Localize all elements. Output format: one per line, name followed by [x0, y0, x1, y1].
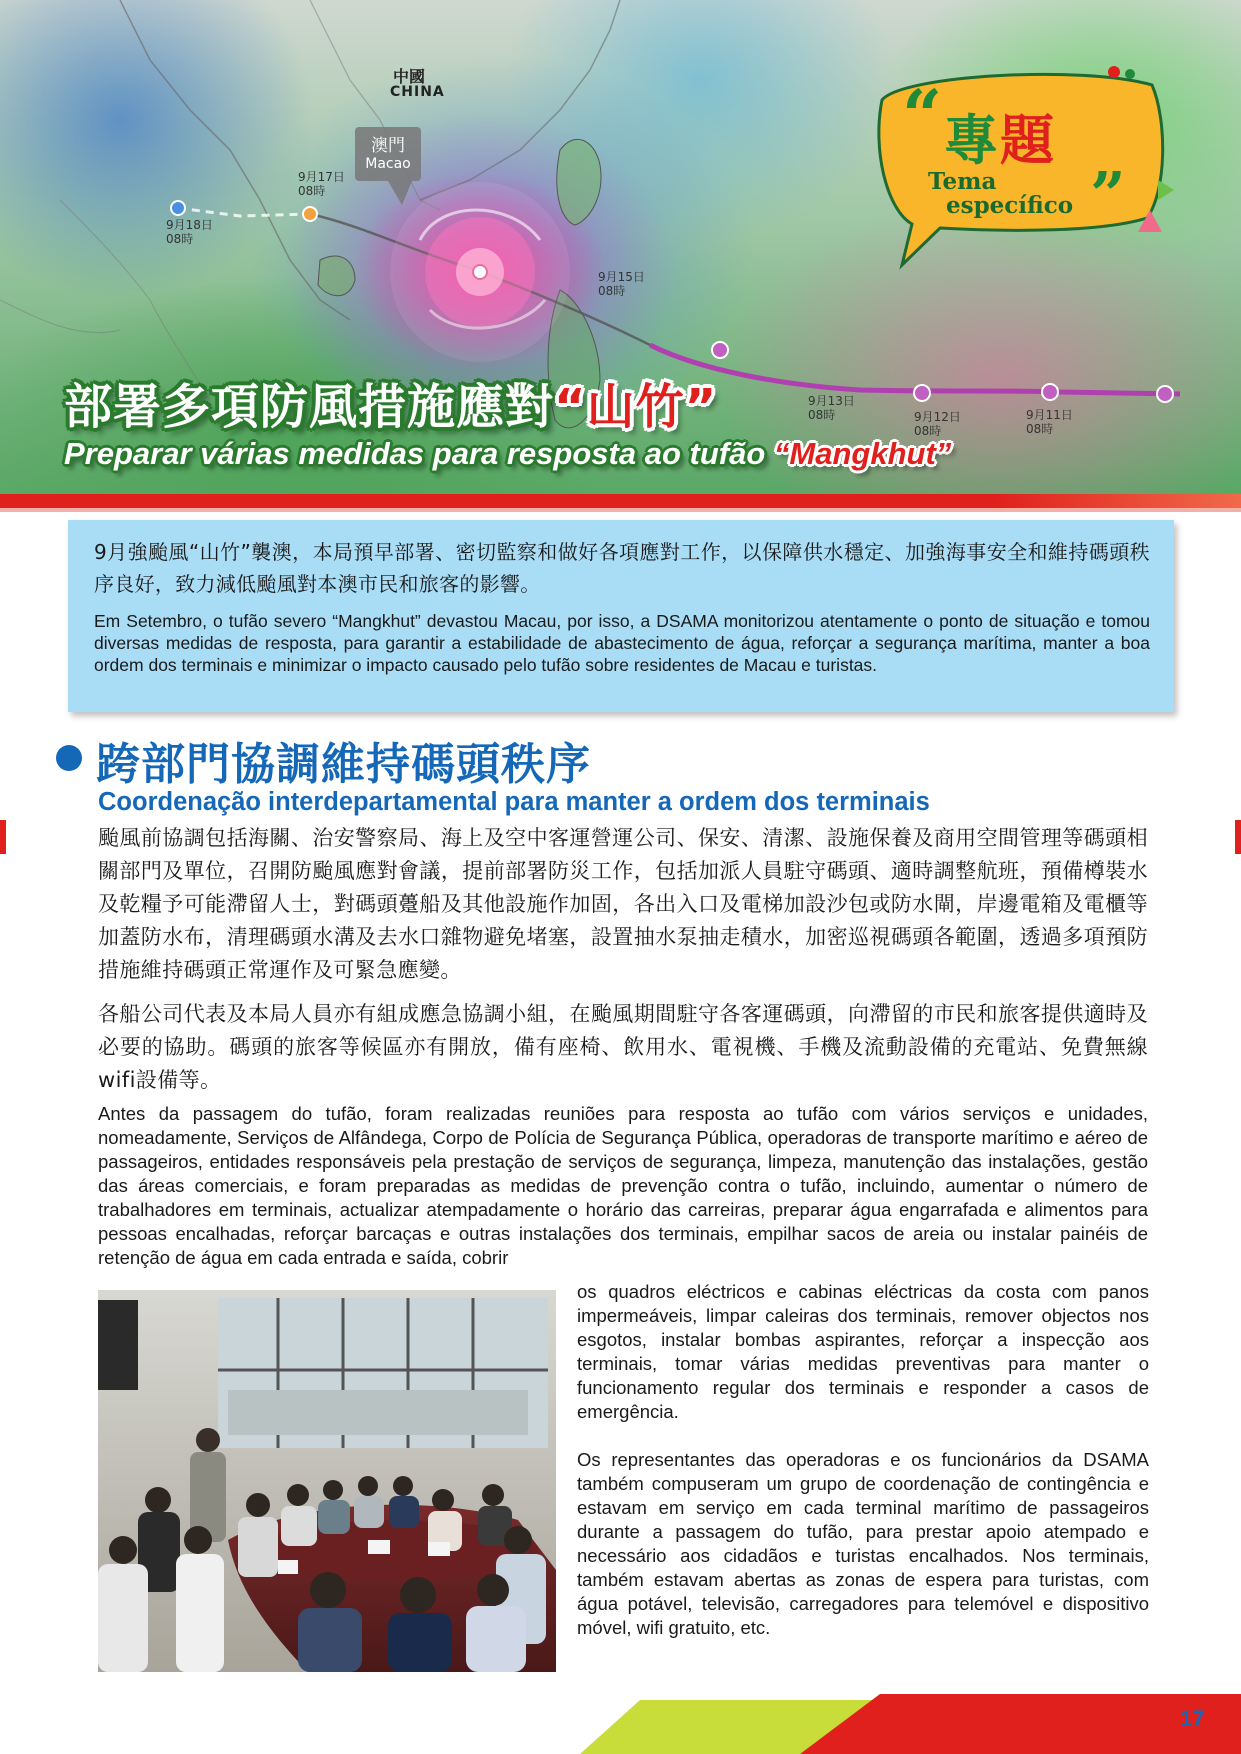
section-title-pt: Coordenação interdepartamental para manter a ordem dos terminais [98, 788, 930, 816]
map-date-sep15: 9月15日 08時 [598, 270, 645, 298]
side-mark-right [1235, 820, 1241, 854]
badge-open-quote: “ [902, 74, 943, 157]
hero-divider-bar [0, 494, 1241, 508]
hero-banner [0, 0, 1241, 496]
page-number: 17 [1180, 1706, 1205, 1731]
map-label-macao [355, 127, 421, 181]
paragraph-zh-2: 各船公司代表及本局人員亦有組成應急協調小組，在颱風期間駐守各客運碼頭，向滯留的市民和旅客提供適時及必要的協助。碼頭的旅客等候區亦有開放，備有座椅、飲用水、電視機、手機及流動設備的充電站、免費無線wifi設備等。 [98, 1002, 1148, 1092]
map-date-sep11: 9月11日 08時 [1026, 408, 1073, 436]
badge-close-quote: ” [1090, 158, 1126, 231]
page-title-zh: 部署多項防風措施應對“山竹” [64, 379, 718, 435]
map-date-sep12: 9月12日 08時 [914, 410, 961, 438]
paragraph-pt-1-continued: os quadros eléctricos e cabinas eléctricas da costa com panos impermeáveis, limpar caleiras dos terminais, remover objectos nos esgotos, instalar bombas aspirantes, reforçar a inspecção aos terminais, tomar várias medidas preventivas para manter o funcionamento regular dos terminais e responder a casos de emergência. [577, 1281, 1149, 1422]
map-label-china-en: CHINA [390, 84, 445, 100]
intro-box [68, 520, 1174, 712]
hero-divider-shadow [0, 508, 1241, 512]
map-date-sep17: 9月17日 08時 [298, 170, 345, 198]
paragraph-zh-1: 颱風前協調包括海關、治安警察局、海上及空中客運營運公司、保安、清潔、設施保養及商用空間管理等碼頭相關部門及單位，召開防颱風應對會議，提前部署防災工作，包括加派人員駐守碼頭、適時調整航班，預備樽裝水及乾糧予可能滯留人士，對碼頭躉船及其他設施作加固，各出入口及電梯加設沙包或防水閘，岸邊電箱及電櫃等加蓋防水布，清理碼頭水溝及去水口雜物避免堵塞，設置抽水泵抽走積水，加密巡視碼頭各範圍，透過多項預防措施維持碼頭正常運作及可緊急應變。 [98, 826, 1148, 982]
badge-title-pt-line1: Tema [928, 168, 997, 195]
section-title-zh: 跨部門協調維持碼頭秩序 [96, 739, 591, 790]
topic-badge [862, 60, 1192, 270]
meeting-photo-icon [98, 1290, 556, 1672]
intro-text-zh: 9月強颱風“山竹”襲澳，本局預早部署、密切監察和做好各項應對工作，以保障供水穩定、加強海事安全和維持碼頭秩序良好，致力減低颱風對本澳市民和旅客的影響。 [94, 540, 1150, 596]
meeting-photo [98, 1290, 556, 1672]
map-date-sep18: 9月18日 08時 [166, 218, 213, 246]
map-date-sep13: 9月13日 08時 [808, 394, 855, 422]
macao-label-en: Macao [365, 156, 411, 172]
badge-title-zh: 專題 [944, 109, 1056, 172]
macao-label-cn: 澳門 [371, 136, 405, 156]
badge-title-pt-line2: específico [946, 192, 1074, 219]
paragraph-pt-1: Antes da passagem do tufão, foram realizadas reuniões para resposta ao tufão com vários serviços e unidades, nomeadamente, Serviços de Alfândega, Corpo de Polícia de Segurança Pública, operadoras de transporte marítimo e aéreo de passageiros, entidades responsáveis pela prestação de serviços de segurança, limpeza, manutenção das instalações, gestão das áreas comerciais, e foram preparadas as medidas de prevenção contra o tufão, incluindo, aumentar o número de trabalhadores em terminais, actualizar atempadamente o horário das carreiras, preparar água engarrafada e alimentos para pessoas encalhadas, reforçar barcaças e outras instalações dos terminais, empilhar sacos de areia ou instalar painéis de retenção de água em cada entrada e saída, cobrir [98, 1103, 1148, 1268]
paragraph-pt-2: Os representantes das operadoras e os funcionários da DSAMA também compuseram um grupo de coordenação de contingência e estavam em serviço em cada terminal marítimo de passageiros durante a passagem do tufão, para prestar apoio atempado e necessário aos cidadãos e turistas encalhados. Nos terminais, também estavam abertas as zonas de espera para turistas, com água potável, televisão, carregadores para telemóvel e dispositivo móvel, wifi gratuito, etc. [577, 1449, 1149, 1638]
intro-text-pt: Em Setembro, o tufão severo “Mangkhut” devastou Macau, por isso, a DSAMA monitorizou atentamente o ponto de situação e tomou diversas medidas de resposta, para garantir a estabilidade de abastecimento de água, reforçar a segurança marítima, manter a boa ordem dos terminais e minimizar o impacto causado pelo tufão sobre residentes de Macau e turistas. [94, 611, 1150, 675]
side-mark-left [0, 820, 6, 854]
section-bullet-icon [56, 745, 82, 771]
page-title-pt: Preparar várias medidas para resposta ao tufão “Mangkhut” [64, 436, 952, 471]
footer-decoration [0, 1680, 1241, 1754]
map-label-china-cn: 中國 [393, 67, 426, 86]
